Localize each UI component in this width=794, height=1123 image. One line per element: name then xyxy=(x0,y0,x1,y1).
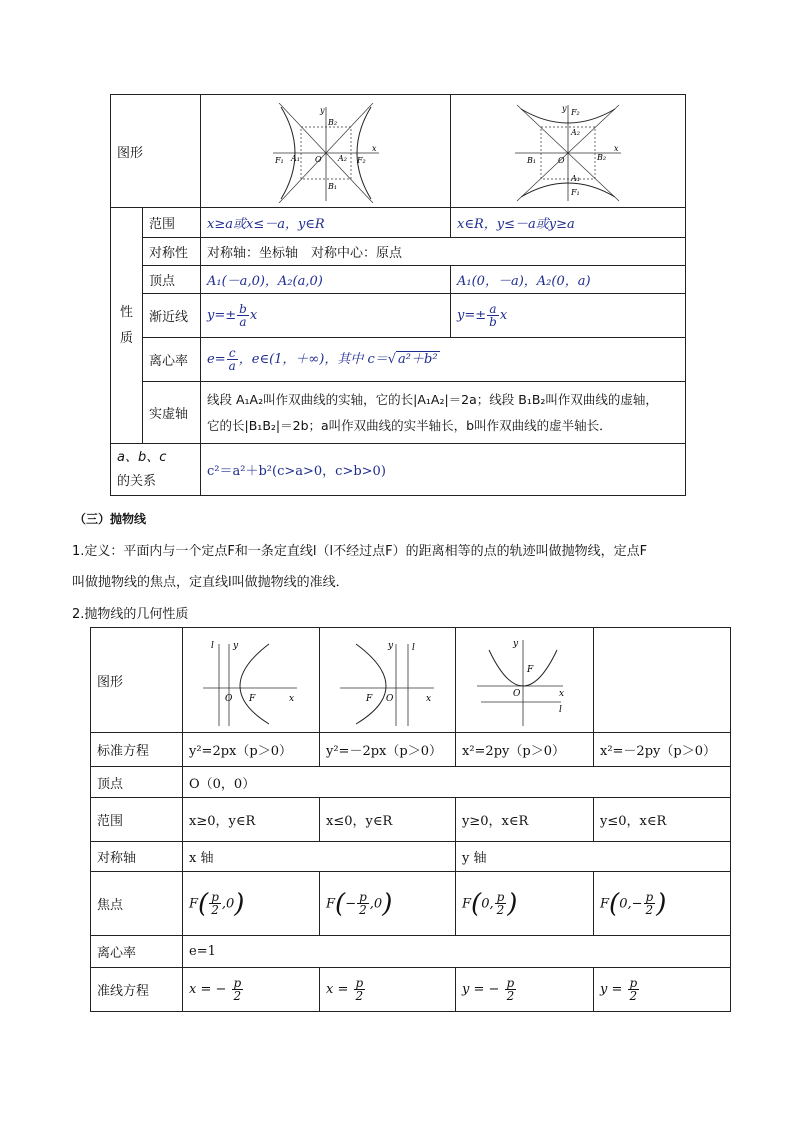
hyp-asymptote-2 xyxy=(451,294,686,338)
asym2-frac xyxy=(487,303,499,328)
dir2-den: 2 xyxy=(355,989,364,1003)
par-axis-y: y 轴 xyxy=(456,842,731,872)
fig-p2-y: y xyxy=(387,641,393,651)
hyp-axis-label: 实虚轴 xyxy=(143,382,201,444)
hyp-graph-label: 图形 xyxy=(111,95,201,208)
dir1-num: p xyxy=(233,976,242,990)
fig-p2-F: F xyxy=(365,694,372,704)
focus4-frac xyxy=(644,891,656,916)
fig2-O: O xyxy=(558,156,565,165)
hyp-abc: c²＝a²＋b²(c>a>0，c>b>0) xyxy=(201,444,686,496)
par-range-4: y≤0，x∈R xyxy=(594,798,731,842)
par-focus-1: F( $\frac{p}{2}$ ,0) xyxy=(183,872,320,936)
hyp-abc-label-1: a、b、c xyxy=(117,449,167,465)
par-range-1: x≥0，y∈R xyxy=(183,798,320,842)
fig-p1-O: O xyxy=(225,694,233,704)
fig1-F1: F₁ xyxy=(274,156,284,165)
geometry-heading: 2.抛物线的几何性质 xyxy=(72,607,189,622)
ecc-sqrt-sign: √ xyxy=(387,352,397,367)
hyp-vertex-1: A₁(－a,0)，A₂(a,0) xyxy=(201,266,451,294)
focus3-num: p xyxy=(496,890,505,904)
dir1-frac xyxy=(232,977,244,1002)
focus4-num: p xyxy=(645,890,654,904)
asym2-den: b xyxy=(489,315,497,329)
dir3-frac xyxy=(505,977,517,1002)
dir2-frac xyxy=(354,977,366,1002)
fig2-A2: A₂ xyxy=(571,128,580,137)
dir1-den: 2 xyxy=(233,989,242,1003)
focus2-tail: ,0 xyxy=(369,896,383,911)
dir4-num: p xyxy=(629,976,638,990)
hyp-prop-char-2: 质 xyxy=(119,330,133,346)
asym1-suffix: x xyxy=(249,308,258,323)
par-range-label: 范围 xyxy=(91,798,183,842)
fig2-x: x xyxy=(614,144,619,153)
fig1-F2: F₂ xyxy=(356,156,366,165)
dir2-num: p xyxy=(355,976,364,990)
fig1-y: y xyxy=(319,106,325,115)
definition-line-2: 叫做抛物线的焦点，定直线l叫做抛物线的准线． xyxy=(72,575,349,590)
dir3-lhs: y = − xyxy=(462,982,500,997)
asym1-prefix: y=± xyxy=(207,308,237,323)
fig2-A1: A₁ xyxy=(571,174,580,183)
hyp-axis-text-2: 它的长|B₁B₂|＝2b；a叫作双曲线的实半轴长，b叫作双曲线的虚半轴长． xyxy=(207,417,612,433)
fig-p1-l: l xyxy=(211,641,214,651)
hyp-symmetry: 对称轴：坐标轴 对称中心：原点 xyxy=(201,238,686,266)
hyp-abc-label xyxy=(111,444,201,496)
par-range-3: y≥0，x∈R xyxy=(456,798,594,842)
par-graph-4 xyxy=(594,628,731,733)
dir4-frac xyxy=(628,977,640,1002)
par-directrix-4 xyxy=(594,968,731,1012)
focus4-den: 2 xyxy=(645,903,654,917)
dir3-den: 2 xyxy=(506,989,515,1003)
par-axis-label: 对称轴 xyxy=(91,842,183,872)
hyp-axis-text xyxy=(201,382,686,444)
par-focus-label: 焦点 xyxy=(91,872,183,936)
ecc-mid: ，e∈(1，＋∞)，其中 c＝ xyxy=(238,352,388,367)
par-directrix-1 xyxy=(183,968,320,1012)
par-eq-4: x²=－2py（p＞0） xyxy=(594,733,731,767)
fig-p2-O: O xyxy=(385,694,393,704)
fig1-x: x xyxy=(371,144,377,153)
fig-p2-l: l xyxy=(411,643,415,653)
par-axis-x: x 轴 xyxy=(183,842,456,872)
ecc-num: c xyxy=(228,346,236,360)
hyp-ecc-label: 离心率 xyxy=(143,338,201,382)
par-graph-label: 图形 xyxy=(91,628,183,733)
asym1-frac xyxy=(237,303,249,328)
focus4-lead: 0, xyxy=(619,896,632,911)
dir4-lhs: y = xyxy=(600,982,623,997)
hyp-prop-char-1: 性 xyxy=(119,304,133,320)
asym2-num: a xyxy=(489,302,497,316)
focus2-den: 2 xyxy=(359,903,367,917)
par-eq-3: x²=2py（p＞0） xyxy=(456,733,594,767)
fig-p1-y: y xyxy=(233,641,239,651)
asym2-prefix: y=± xyxy=(457,308,487,323)
hyp-prop-group xyxy=(111,208,143,444)
focus4-sign: − xyxy=(631,896,643,911)
par-graph-1 xyxy=(183,628,320,733)
dir3-num: p xyxy=(506,976,515,990)
fig2-y: y xyxy=(562,104,567,113)
fig2-F2: F₂ xyxy=(571,108,580,117)
definition-line-1: 1.定义：平面内与一个定点F和一条定直线l（l不经过点F）的距离相等的点的轨迹叫做抛物线，定点F xyxy=(72,544,648,559)
fig-p3-l: l xyxy=(558,705,562,715)
hyp-range-2: x∈R，y≤－a或y≥a xyxy=(451,208,686,238)
hyp-range-1: x≥a或x≤－a，y∈R xyxy=(201,208,451,238)
par-vertex: O（0，0） xyxy=(183,767,731,798)
parabola-figure-up xyxy=(475,638,575,728)
parabola-table xyxy=(90,627,731,1012)
focus1-frac xyxy=(209,891,221,916)
ecc-sqrt: a²＋b² xyxy=(398,352,438,367)
focus3-lead: 0, xyxy=(481,896,494,911)
hyperbola-figure-vertical xyxy=(513,103,623,203)
hyp-ecc xyxy=(201,338,686,382)
fig-p3-F: F xyxy=(526,665,533,675)
focus2-frac xyxy=(357,891,369,916)
parabola-figure-left xyxy=(338,638,438,728)
ecc-den: a xyxy=(228,359,236,373)
focus2-num: p xyxy=(359,890,367,904)
fig2-B2: B₂ xyxy=(597,153,607,162)
par-ecc-label: 离心率 xyxy=(91,936,183,968)
asym1-den: a xyxy=(239,315,247,329)
par-graph-3 xyxy=(456,628,594,733)
focus2-pre: F xyxy=(326,896,336,911)
dir4-den: 2 xyxy=(629,989,638,1003)
focus1-tail: ,0 xyxy=(221,896,235,911)
par-directrix-label: 准线方程 xyxy=(91,968,183,1012)
hyp-graph-cell-2 xyxy=(451,95,686,208)
par-directrix-3 xyxy=(456,968,594,1012)
fig1-B2: B₂ xyxy=(327,118,337,127)
fig-p3-y: y xyxy=(512,639,518,649)
par-eq-label: 标准方程 xyxy=(91,733,183,767)
par-focus-3: F(0, $\frac{p}{2}$ ) xyxy=(456,872,594,936)
ecc-prefix: e= xyxy=(207,352,226,367)
fig-p2-x: x xyxy=(425,694,431,704)
hyp-symmetry-label: 对称性 xyxy=(143,238,201,266)
focus3-frac xyxy=(495,891,507,916)
par-directrix-2 xyxy=(320,968,456,1012)
par-eq-2: y²=－2px（p＞0） xyxy=(320,733,456,767)
par-range-2: x≤0，y∈R xyxy=(320,798,456,842)
hyperbola-figure-horizontal xyxy=(271,103,381,203)
fig1-A2: A₂ xyxy=(337,154,347,163)
hyp-asymptote-1 xyxy=(201,294,451,338)
focus3-pre: F xyxy=(462,896,472,911)
fig-p3-O: O xyxy=(512,689,520,699)
focus2-sign: − xyxy=(345,896,357,911)
par-graph-2 xyxy=(320,628,456,733)
dir1-lhs: x = − xyxy=(189,982,227,997)
hyp-abc-label-2: 的关系 xyxy=(117,473,157,489)
asym1-num: b xyxy=(239,302,247,316)
hyp-vertex-2: A₁(0，－a)，A₂(0，a) xyxy=(451,266,686,294)
focus1-num: p xyxy=(211,890,219,904)
fig-p1-x: x xyxy=(289,694,295,704)
asym2-suffix: x xyxy=(499,308,508,323)
parabola-figure-right xyxy=(201,638,301,728)
ecc-frac xyxy=(227,347,238,372)
fig-p3-x: x xyxy=(558,689,564,699)
hyp-axis-text-1: 线段 A₁A₂叫作双曲线的实轴，它的长|A₁A₂|＝2a；线段 B₁B₂叫作双曲线的虚轴， xyxy=(207,391,658,407)
focus1-pre: F xyxy=(189,896,199,911)
par-ecc: e=1 xyxy=(183,936,731,968)
hyp-vertex-label: 顶点 xyxy=(143,266,201,294)
par-vertex-label: 顶点 xyxy=(91,767,183,798)
fig1-O: O xyxy=(314,155,322,164)
dir2-lhs: x = xyxy=(326,982,349,997)
fig2-B1: B₁ xyxy=(527,156,537,165)
focus4-pre: F xyxy=(600,896,610,911)
parabola-heading: （三）抛物线 xyxy=(74,512,147,526)
par-focus-2: F(− $\frac{p}{2}$ ,0) xyxy=(320,872,456,936)
hyp-asymptote-label: 渐近线 xyxy=(143,294,201,338)
hyperbola-table xyxy=(110,94,686,496)
fig-p1-F: F xyxy=(249,694,256,704)
fig2-F1: F₁ xyxy=(571,188,580,197)
focus1-den: 2 xyxy=(211,903,219,917)
fig1-B1: B₁ xyxy=(327,182,337,191)
par-focus-4: F(0,− $\frac{p}{2}$ ) xyxy=(594,872,731,936)
hyp-graph-cell-1 xyxy=(201,95,451,208)
focus3-den: 2 xyxy=(496,903,505,917)
hyp-range-label: 范围 xyxy=(143,208,201,238)
fig1-A1: A₁ xyxy=(290,154,300,163)
par-eq-1: y²=2px（p＞0） xyxy=(183,733,320,767)
